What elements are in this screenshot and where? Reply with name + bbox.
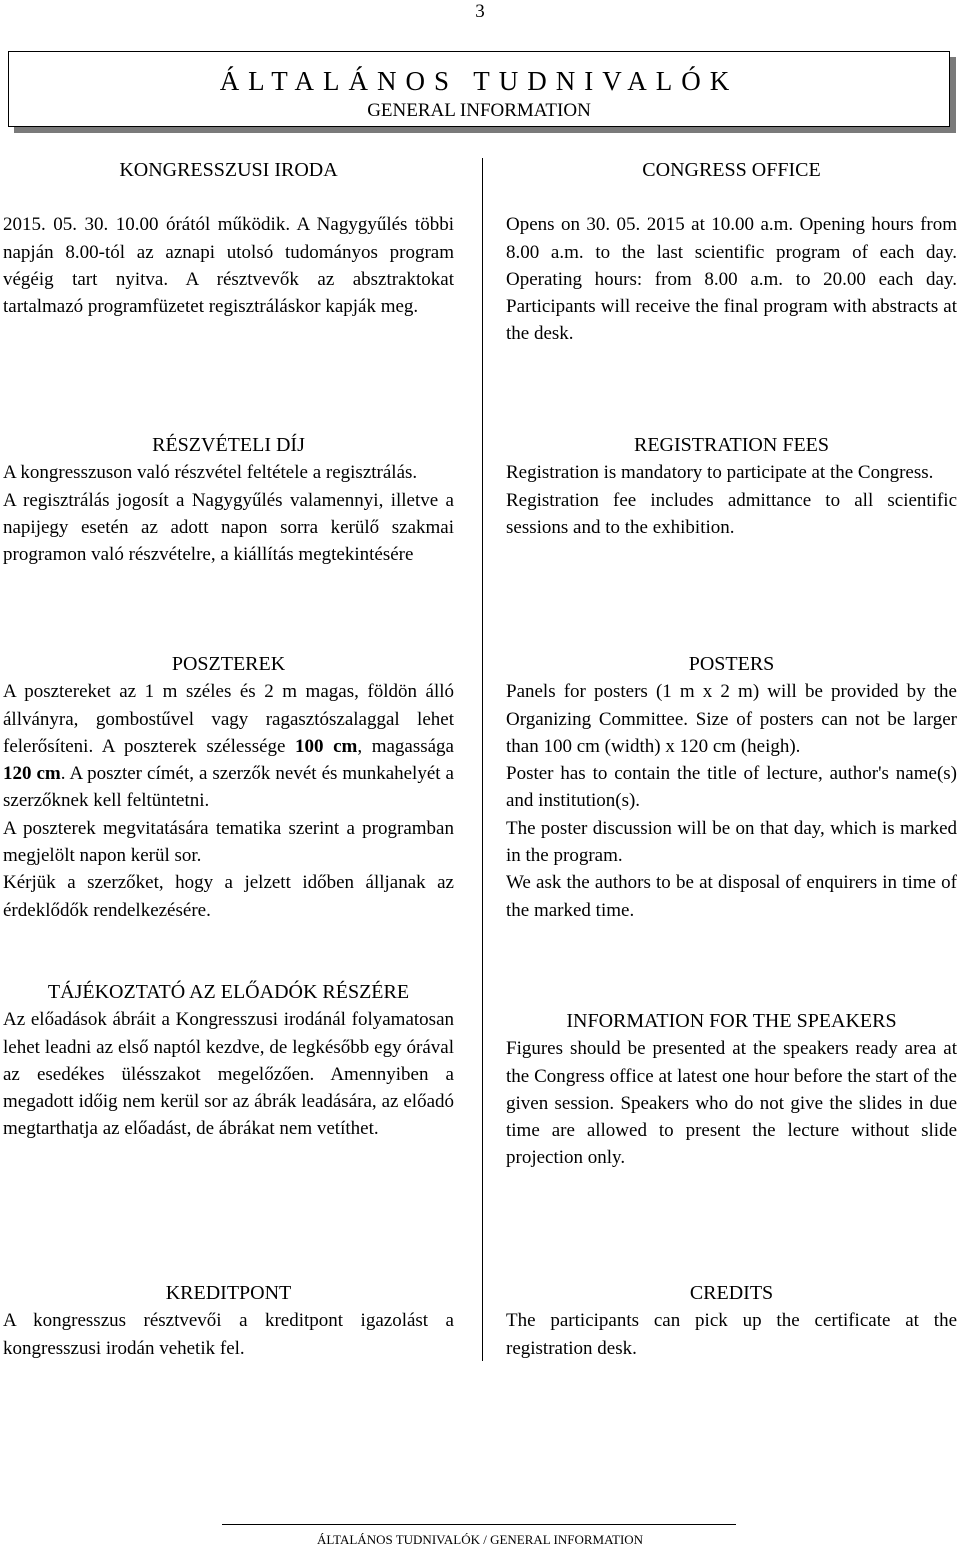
section-title: RÉSZVÉTELI DÍJ — [152, 434, 305, 456]
section-posters — [506, 651, 957, 924]
section-text: A kongresszuson való részvétel feltétele a regisztrálás. — [3, 462, 418, 484]
section-text: Poster has to contain the title of lecture, author's name(s) and institution(s). — [506, 763, 957, 812]
section-information-for-speakers — [506, 1008, 957, 1172]
section-title: KONGRESSZUSI IRODA — [119, 159, 338, 181]
section-text: A poszterek megvitatására tematika szerint a programban megjelölt napon kerül sor. — [3, 817, 454, 867]
section-eloadok — [3, 979, 454, 1143]
column-divider — [482, 158, 483, 1361]
section-text: The poster discussion will be on that day, which is marked in the program. — [506, 817, 957, 867]
footer-rule — [222, 1524, 736, 1525]
section-registration-fees — [506, 432, 957, 541]
section-kreditpont — [3, 1280, 454, 1362]
section-text: Opens on 30. 05. 2015 at 10.00 a.m. Opening hours from 8.00 a.m. to the last scientific program of each day. Operating hours: from 8.00 a.m. to 20.00 each day. Participants will receive the final program with abstracts at the desk. — [506, 214, 957, 345]
section-text: Registration is mandatory to participate at the Congress. — [506, 462, 934, 484]
section-title: KREDITPONT — [165, 1282, 292, 1304]
page-number: 3 — [475, 1, 485, 22]
section-kongresszusi-iroda — [3, 157, 454, 320]
header-subtitle: GENERAL INFORMATION — [367, 100, 591, 121]
general-info-header — [8, 51, 950, 127]
section-title: TÁJÉKOZTATÓ AZ ELŐADÓK RÉSZÉRE — [47, 981, 410, 1003]
section-text: 2015. 05. 30. 10.00 órától működik. A Nagygyűlés többi napján 8.00-tól az aznapi utolsó tudományos program végéig tart nyitva. A résztvevők az absztraktokat tartalmazó programfüzetet regisztráláskor kapják meg. — [3, 214, 454, 318]
page-footer: ÁLTALÁNOS TUDNIVALÓK / GENERAL INFORMATION — [316, 1532, 644, 1547]
header-title: ÁLTALÁNOS TUDNIVALÓK — [219, 66, 739, 96]
section-text: A regisztrálás jogosít a Nagygyűlés valamennyi, illetve a napijegy esetén az adott napon sorra kerülő szakmai programon való részvételre, a kiállítás megtekintésére — [3, 489, 454, 566]
section-title: POSTERS — [688, 653, 775, 675]
section-text: We ask the authors to be at disposal of enquirers in time of the marked time. — [506, 872, 957, 921]
section-text: Figures should be presented at the speakers ready area at the Congress office at latest one hour before the start of the given session. Speakers who do not give the slides in due time are allowed to present the lecture without slide projection only. — [506, 1038, 957, 1169]
section-text: Az előadások ábráit a Kongresszusi irodánál folyamatosan lehet leadni az első naptól kezdve, de legkésőbb egy órával az esedékes ülésszakot megelőzően. Amennyiben a megadott időig nem kerül sor az ábrák leadására, az előadó megtarthatja az előadást, de ábrákat nem vetíthet. — [3, 1009, 454, 1140]
section-title: INFORMATION FOR THE SPEAKERS — [566, 1010, 897, 1032]
section-congress-office — [506, 157, 957, 348]
section-credits — [506, 1280, 957, 1362]
section-text: Registration fee includes admittance to all scientific sessions and to the exhibition. — [506, 489, 957, 538]
section-text: A kongresszus résztvevői a kreditpont igazolást a kongresszusi irodán vehetik fel. — [3, 1310, 454, 1359]
section-title: REGISTRATION FEES — [633, 434, 829, 456]
section-text: The participants can pick up the certificate at the registration desk. — [506, 1310, 957, 1359]
section-title: CREDITS — [689, 1282, 774, 1304]
section-title: POSZTEREK — [171, 653, 286, 675]
section-reszveteli-dij — [3, 432, 454, 568]
section-title: CONGRESS OFFICE — [642, 159, 821, 181]
section-poszterek — [3, 651, 454, 924]
section-text: Panels for posters (1 m x 2 m) will be provided by the Organizing Committee. Size of posters can not be larger than 100 cm (width) x 120 cm (heigh). — [506, 681, 957, 757]
section-text: A posztereket az 1 m széles és 2 m magas, földön álló állványra, gombostűvel vagy ragasztószalaggal lehet felerősíteni. A poszterek szélessége 100 cm, magassága 120 cm. A poszter címét, a szerzők nevét és munkahelyét a szerzőknek kell feltüntetni. — [3, 681, 454, 812]
section-text: Kérjük a szerzőket, hogy a jelzett időben álljanak az érdeklődők rendelkezésére. — [3, 872, 454, 921]
